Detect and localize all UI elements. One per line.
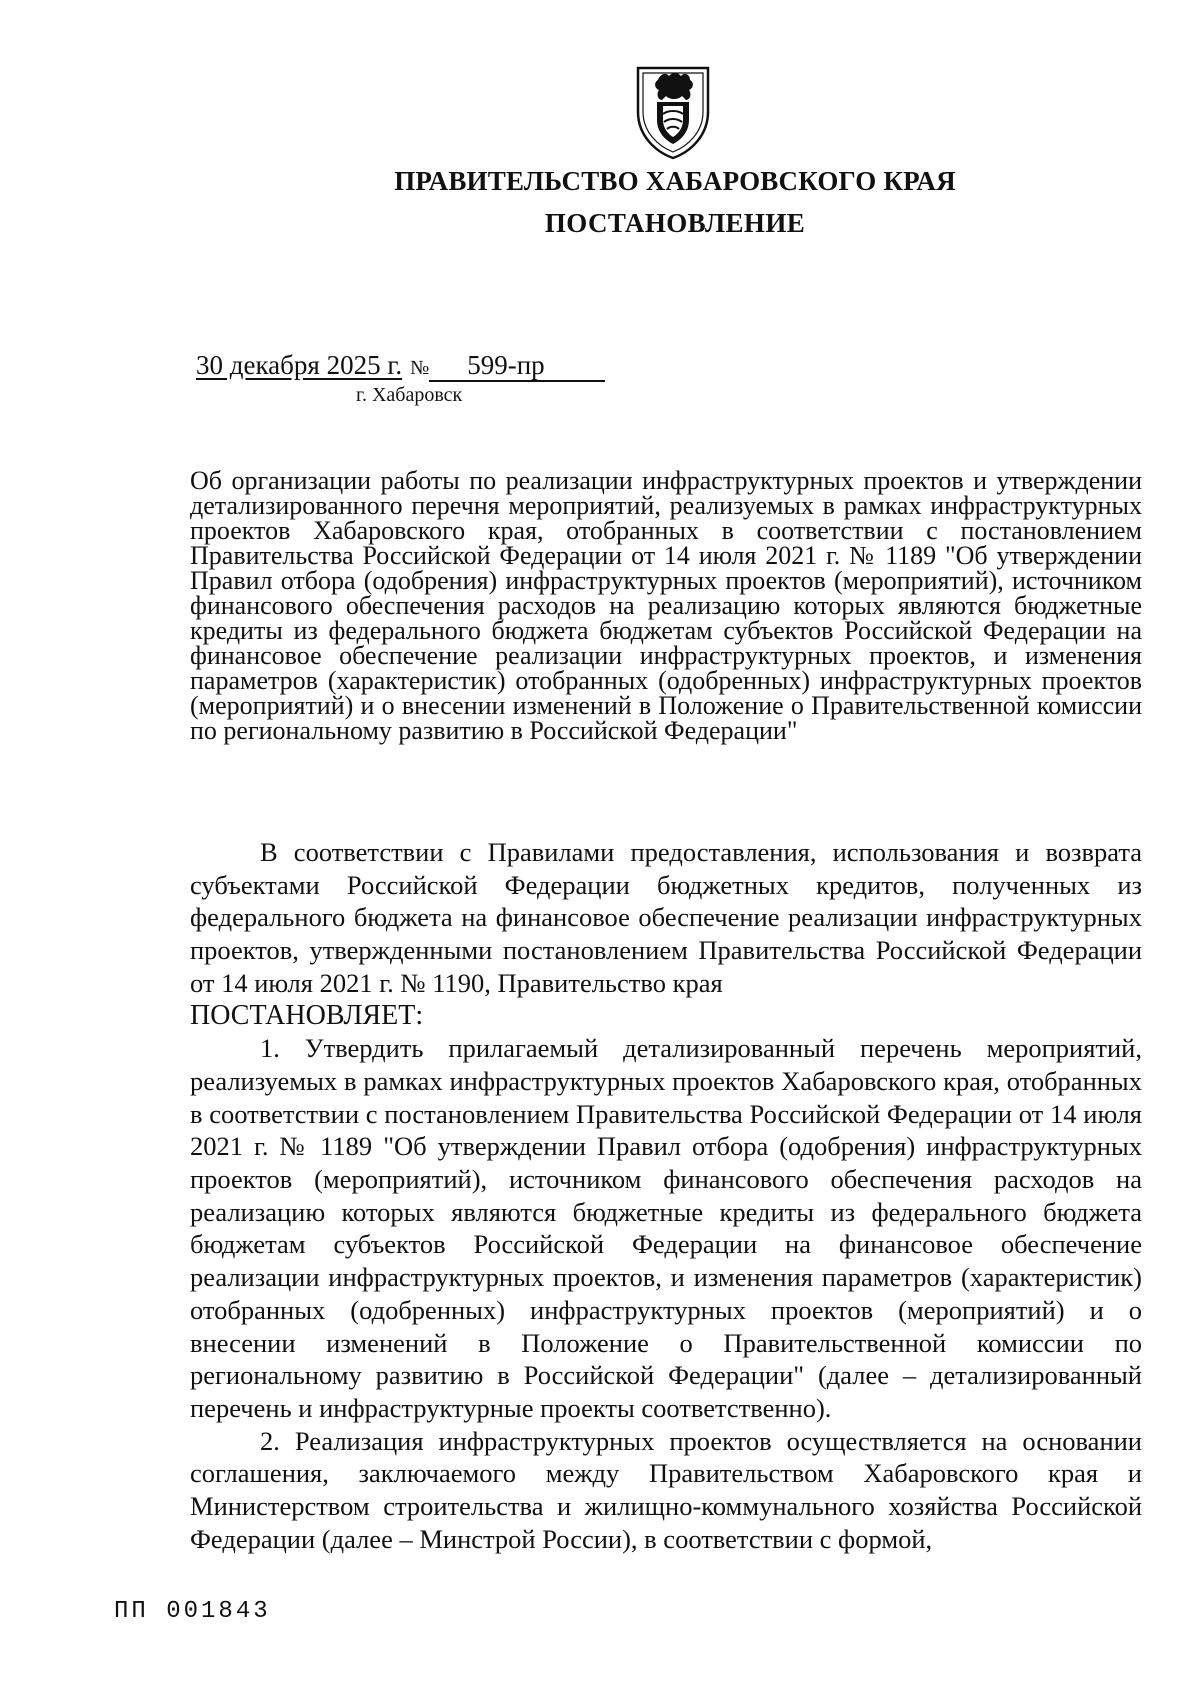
form-serial-number: ПП 001843	[114, 1598, 271, 1625]
document-city: г. Хабаровск	[356, 384, 463, 406]
document-type-title: ПОСТАНОВЛЕНИЕ	[544, 208, 806, 238]
document-subject: Об организации работы по реализации инфраструктурных проектов и утверждении детализированного перечня мероприятий, реализуемых в рамках инфраструктурных проектов Хабаровского края, отобранных в соответствии с постановлением Правительства Российской Федерации от 14 июля 2021 г. № 1189 "Об утверждении Правил отбора (одобрения) инфраструктурных проектов (мероприятий), источником финансового обеспечения расходов на реализацию которых являются бюджетные кредиты из федерального бюджета бюджетам субъектов Российской Федерации на финансовое обеспечение реализации инфраструктурных проектов, и изменения параметров (характеристик) отобранных (одобренных) инфраструктурных проектов (мероприятий) и о внесении изменений в Положение о Правительственной комиссии по региональному развитию в Российской Федерации"	[190, 466, 1142, 745]
document-date: 30 декабря 2025 г.	[196, 350, 403, 380]
resolves-heading: ПОСТАНОВЛЯЕТ:	[190, 999, 424, 1031]
item-1-paragraph: 1. Утвердить прилагаемый детализированный перечень мероприятий, реализуемых в рамках инфраструктурных проектов Хабаровского края, отобранных в соответствии с постановлением Правительства Российской Федерации от 14 июля 2021 г. № 1189 "Об утверждении Правил отбора (одобрения) инфраструктурных проектов (мероприятий), источником финансового обеспечения расходов на реализацию которых являются бюджетные кредиты из федерального бюджета бюджетам субъектов Российской Федерации на финансовое обеспечение реализации инфраструктурных проектов, и изменения параметров (характеристик) отобранных (одобренных) инфраструктурных проектов (мероприятий) и о внесении изменений в Положение о Правительственной комиссии по региональному развитию в Российской Федерации" (далее – детализированный перечень и инфраструктурные проекты соответственно).	[190, 1033, 1142, 1423]
document-number: 599-пр	[429, 350, 605, 382]
document-body	[190, 836, 1142, 1555]
number-sign: №	[410, 357, 430, 379]
registration-line	[196, 350, 605, 382]
preamble-paragraph: В соответствии с Правилами предоставления, использования и возврата субъектами Российской Федерации бюджетных кредитов, полученных из федерального бюджета на финансовое обеспечение реализации инфраструктурных проектов, утвержденными постановлением Правительства Российской Федерации от 14 июля 2021 г. № 1190, Правительство края	[190, 837, 1142, 998]
item-2-paragraph: 2. Реализация инфраструктурных проектов осуществляется на основании соглашения, заключаемого между Правительством Хабаровского края и Министерством строительства и жилищно-коммунального хозяйства Российской Федерации (далее – Минстрой России), в соответствии с формой,	[190, 1425, 1142, 1554]
khabarovsk-coat-of-arms-icon	[632, 60, 714, 160]
organization-title: ПРАВИТЕЛЬСТВО ХАБАРОВСКОГО КРАЯ	[394, 166, 956, 196]
